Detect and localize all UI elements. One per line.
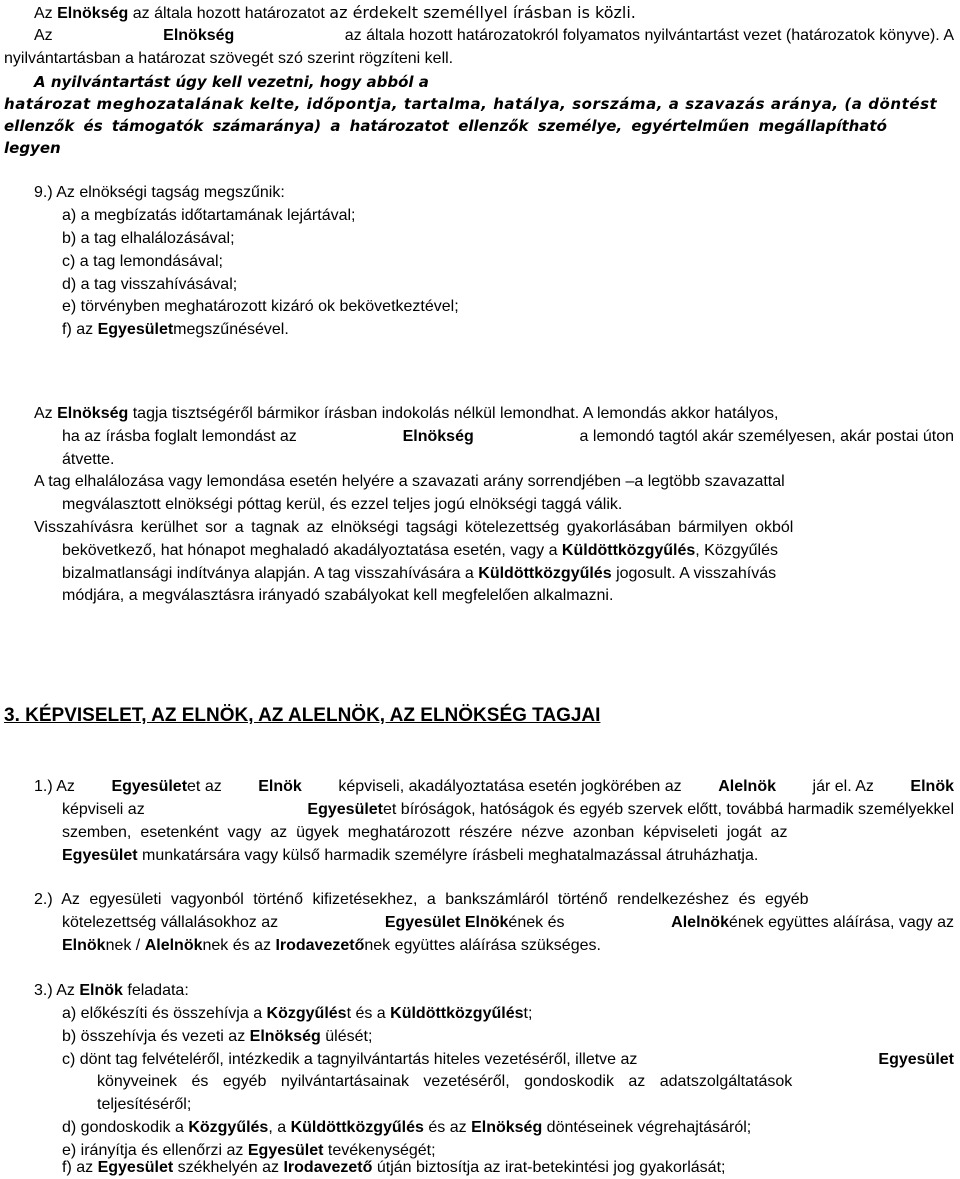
list-item: b) a tag elhalálozásával; bbox=[62, 230, 235, 247]
list-item: e) törvényben meghatározott kizáró ok bekövetkeztével; bbox=[62, 298, 459, 315]
list-item: f) az Egyesület székhelyén az Irodavezető útján biztosítja az irat-betekintési jog gyakorlását; bbox=[62, 1159, 726, 1176]
text-line: megválasztott elnökségi póttag kerül, és ezzel teljes jogú elnökségi taggá válik. bbox=[62, 496, 623, 513]
bold-italic-line: legyen bbox=[4, 139, 61, 157]
text-line: módjára, a megválasztásra irányadó szabályokat kell megfelelően alkalmazni. bbox=[62, 587, 614, 604]
text-line: Az Elnökség az általa hozott határozatot az érdekelt személlyel írásban is közli. bbox=[34, 3, 636, 22]
list-item: d) gondoskodik a Közgyűlés, a Küldöttközgyűlés és az Elnökség döntéseinek végrehajtásáról; bbox=[62, 1119, 752, 1136]
text-line: 2.) Az egyesületi vagyonból történő kifizetésekhez, a bankszámláról történő rendelkezéshez és egyéb bbox=[34, 891, 809, 908]
list-intro: 3.) Az Elnök feladata: bbox=[34, 982, 189, 999]
bold-italic-line: A nyilvántartást úgy kell vezetni, hogy abból a bbox=[34, 73, 429, 91]
list-item: d) a tag visszahívásával; bbox=[62, 276, 238, 293]
text-line: Elnöknek / Alelnöknek és az Irodavezetőnek együttes aláírása szükséges. bbox=[62, 937, 601, 954]
list-item: b) összehívja és vezeti az Elnökség ülését; bbox=[62, 1028, 373, 1045]
list-item: a) előkészíti és összehívja a Közgyűlést és a Küldöttközgyűlést; bbox=[62, 1005, 533, 1022]
section-heading: 3. KÉPVISELET, AZ ELNÖK, AZ ALELNÖK, AZ ELNÖKSÉG TAGJAI bbox=[4, 705, 601, 726]
bold-italic-line: határozat meghozatalának kelte, időpontja, tartalma, hatálya, sorszáma, a szavazás aránya, (a döntést bbox=[4, 95, 938, 113]
list-item-continued: könyveinek és egyéb nyilvántartásainak vezetéséről, gondoskodik az adatszolgáltatások bbox=[97, 1073, 793, 1090]
text-line: bekövetkező, hat hónapot meghaladó akadályoztatása esetén, vagy a Küldöttközgyűlés, Közgyűlés bbox=[62, 542, 778, 559]
text-line: ha az írásba foglalt lemondást az Elnökség a lemondó tagtól akár személyesen, akár postai úton bbox=[62, 428, 954, 445]
text-line: Az Elnökség az általa hozott határozatokról folyamatos nyilvántartást vezet (határozatok könyve). A bbox=[34, 25, 954, 47]
text-line: képviseli az Egyesületet bíróságok, hatóságok és egyéb szervek előtt, továbbá harmadik személyekkel bbox=[62, 801, 954, 818]
term-elnokseg: Elnökség bbox=[57, 5, 129, 22]
bold-italic-line: ellenzők és támogatók számaránya) a határozatot ellenzők személye, egyértelműen megállapítható bbox=[4, 117, 887, 135]
list-item-continued: teljesítéséről; bbox=[97, 1096, 192, 1113]
list-item: c) dönt tag felvételéről, intézkedik a tagnyilvántartás hiteles vezetéséről, illetve az Egyesület bbox=[62, 1051, 954, 1068]
text-line: átvette. bbox=[62, 451, 115, 468]
text-line: 1.) Az Egyesületet az Elnök képviseli, akadályoztatása esetén jogkörében az Alelnök jár el. Az Elnök bbox=[34, 778, 954, 795]
term-elnokseg: Elnökség bbox=[163, 27, 235, 44]
text-line: bizalmatlansági indítványa alapján. A tag visszahívására a Küldöttközgyűlés jogosult. A visszahívás bbox=[62, 565, 777, 582]
text-line: nyilvántartásban a határozat szövegét szó szerint rögzíteni kell. bbox=[4, 50, 454, 67]
text-line: kötelezettség vállalásokhoz az Egyesület Elnökének és Alelnökének együttes aláírása, vagy az bbox=[62, 914, 954, 931]
list-item: c) a tag lemondásával; bbox=[62, 253, 223, 270]
text-line: Az Elnökség tagja tisztségéről bármikor írásban indokolás nélkül lemondhat. A lemondás akkor hatályos, bbox=[34, 405, 779, 422]
list-intro: 9.) Az elnökségi tagság megszűnik: bbox=[34, 184, 285, 201]
text-line: Egyesület munkatársára vagy külső harmadik személyre írásbeli meghatalmazással átruházhatja. bbox=[62, 847, 759, 864]
list-item: a) a megbízatás időtartamának lejártával; bbox=[62, 207, 356, 224]
text-line: A tag elhalálozása vagy lemondása esetén helyére a szavazati arány sorrendjében –a legtöbb szavazattal bbox=[34, 473, 785, 490]
text-line: szemben, esetenként vagy az ügyek meghatározott részére nézve azonban képviseleti jogát az bbox=[62, 824, 788, 841]
list-item: f) az Egyesületmegszűnésével. bbox=[62, 321, 289, 338]
list-item: e) irányítja és ellenőrzi az Egyesület tevékenységét; bbox=[62, 1142, 436, 1159]
text-line: Visszahívásra kerülhet sor a tagnak az elnökségi tagsági kötelezettség gyakorlásában bármilyen okból bbox=[34, 519, 794, 536]
